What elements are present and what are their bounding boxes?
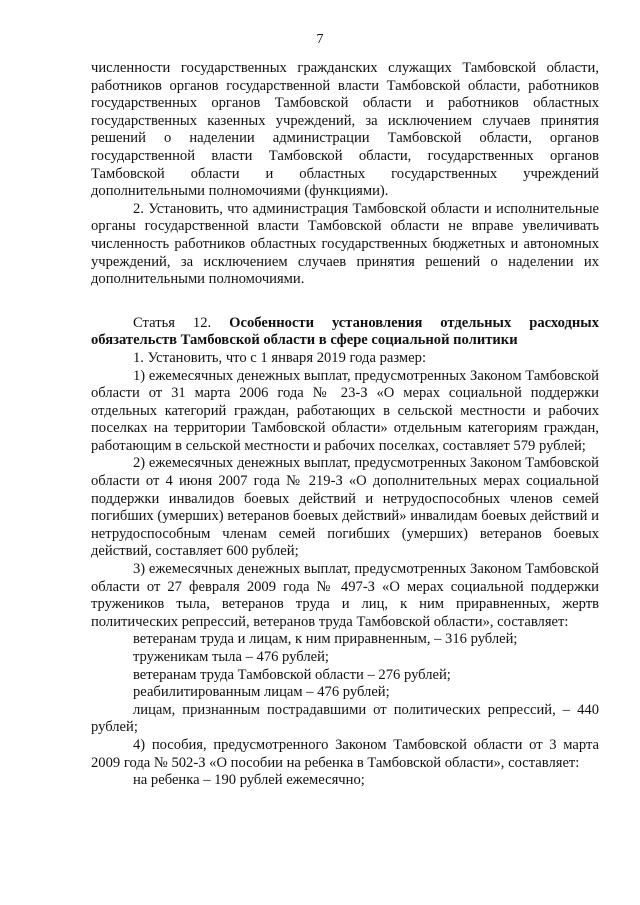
page-number: 7 (316, 32, 324, 47)
paragraph-subpoint-1: 1) ежемесячных денежных выплат, предусмотренных Законом Тамбовской области от 31 марта 2006 года № 23-З «О мерах социальной поддержки отдельных категорий граждан, работающих в сельской местности и рабочих поселках на территории Тамбовской области» отдельным категориям граждан, работающим в сельской местности и рабочих поселках, составляет 579 рублей; (91, 367, 599, 454)
list-item-veterans-region: ветеранам труда Тамбовской области – 276 рублей; (133, 666, 451, 683)
paragraph-continuation: численности государственных гражданских служащих Тамбовской области, работников органов государственной власти Тамбовской области, работников государственных органов Тамбовской области и работников областных государственных казенных учреждений, за исключением случаев принятия решений о наделении администрации Тамбовской области, органов государственной власти Тамбовской области, государственных органов Тамбовской области и областных государственных учреждений дополнительными полномочиями (функциями). (91, 60, 599, 200)
article-label: Статья 12. (133, 314, 212, 331)
list-item-rehabilitated: реабилитированным лицам – 476 рублей; (133, 684, 390, 701)
paragraph-item-2: 2. Установить, что администрация Тамбовской области и исполнительные органы государственной власти Тамбовской области не вправе увеличивать численность работников областных государственных бюджетных и автономных учреждений, за исключением случаев принятия решений о наделении их дополнительными полномочиями. (91, 200, 599, 288)
list-item-victims: лицам, признанным пострадавшими от политических репрессий, – 440 рублей; (91, 701, 599, 736)
paragraph-point-1: 1. Установить, что с 1 января 2019 года размер: (133, 349, 426, 366)
paragraph-subpoint-2: 2) ежемесячных денежных выплат, предусмотренных Законом Тамбовской области от 4 июня 2007 года № 219-З «О дополнительных мерах социальной поддержки инвалидов боевых действий и нетрудоспособных членов семей погибших (умерших) ветеранов боевых действий» инвалидам боевых действий и нетрудоспособным членам семей погибших (умерших) ветеранов боевых действий, составляет 600 рублей; (91, 455, 599, 560)
spacer (91, 289, 599, 315)
document-body (91, 60, 599, 790)
list-item-home-front: труженикам тыла – 476 рублей; (133, 649, 329, 665)
article-title: Особенности установления отдельных расходных обязательств Тамбовской области в сфере социальной политики (91, 314, 599, 349)
paragraph-subpoint-3: 3) ежемесячных денежных выплат, предусмотренных Законом Тамбовской области от 27 февраля 2009 года № 497-З «О мерах социальной поддержки тружеников тыла, ветеранов труда и лиц, к ним приравненных, жертв политических репрессий, ветеранов труда Тамбовской области», составляет: (91, 561, 599, 630)
article-heading (91, 315, 599, 350)
paragraph-subpoint-4: 4) пособия, предусмотренного Законом Тамбовской области от 3 марта 2009 года № 502-З «О пособии на ребенка в Тамбовской области», составляет: (91, 736, 599, 771)
list-item-child: на ребенка – 190 рублей ежемесячно; (133, 772, 365, 789)
list-item-veterans: ветеранам труда и лицам, к ним приравненным, – 316 рублей; (133, 631, 518, 648)
